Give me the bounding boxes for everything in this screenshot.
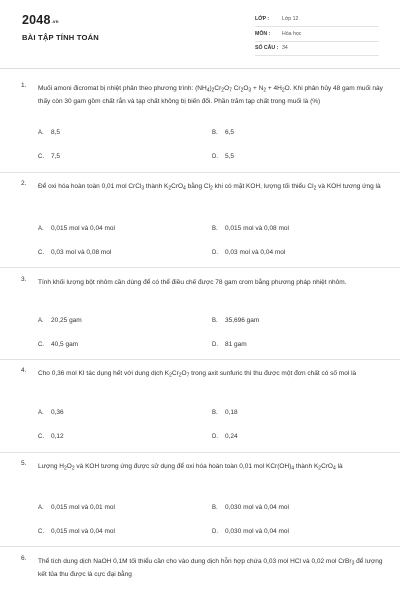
option-letter: C.: [38, 529, 44, 535]
option-d[interactable]: [212, 249, 285, 256]
option-letter: C.: [38, 154, 44, 160]
option-text: 81 gam: [225, 341, 247, 348]
option-text: 0,030 mol và 0,04 mol: [225, 528, 289, 535]
question-number: 3.: [21, 276, 27, 283]
option-text: 0,12: [51, 433, 64, 440]
question-number: 6.: [21, 555, 27, 562]
option-text: 0,015 mol và 0,04 mol: [51, 528, 115, 535]
class-label: LỚP :: [255, 16, 270, 22]
site-logo[interactable]: [22, 13, 59, 27]
option-a[interactable]: [38, 504, 115, 511]
question-number: 1.: [21, 82, 27, 89]
question-text: Muối amoni đicromat bị nhiệt phân theo phương trình: $(NH_4)_2Cr_2O_7$ $Cr_2O_3 + N_2 + 4H_2O$. Khi phân hủy 48 gam muối này thấy còn 30 gam gồm chất rắn và tạp chất không bị biến đổi. Phần trăm tạp chất trong muối là (%): [38, 85, 383, 105]
option-c[interactable]: [38, 153, 60, 160]
subject-label: MÔN :: [255, 31, 271, 37]
option-a[interactable]: [38, 317, 82, 324]
option-letter: D.: [212, 342, 218, 348]
option-letter: A.: [38, 318, 44, 324]
option-text: 0,18: [225, 409, 238, 416]
option-text: 0,36: [51, 409, 64, 416]
option-c[interactable]: [38, 341, 78, 348]
option-letter: D.: [212, 154, 218, 160]
class-field: [255, 14, 379, 27]
option-letter: C.: [38, 250, 44, 256]
question-text: Để oxi hóa hoàn toàn 0,01 mol CrCl$_3$ thành $K_2CrO_4$ bằng $Cl_2$ khi có mặt KOH, lượng tối thiểu $Cl_2$ và KOH tương ứng là: [38, 183, 381, 192]
worksheet-title: BÀI TẬP TÍNH TOÁN: [22, 33, 99, 42]
option-c[interactable]: [38, 249, 111, 256]
option-text: 8,5: [51, 129, 61, 136]
subject-value: Hóa học: [282, 31, 302, 37]
option-a[interactable]: [38, 409, 64, 416]
question-text: Thể tích dung dịch NaOH 0,1M tối thiểu cần cho vào dung dịch hỗn hợp chứa 0,03 mol HCl và 0,02 mol CrBr$_3$ để lượng kết tủa thu được là cực đại bằng: [38, 558, 383, 578]
option-letter: B.: [212, 410, 218, 416]
option-text: 35,696 gam: [225, 317, 260, 324]
option-letter: D.: [212, 529, 218, 535]
question-text: Cho 0,36 mol KI tác dụng hết với dung dịch $K_2Cr_2O_7$ trong axit sunfuric thì thu được một đơn chất có số mol là: [38, 370, 357, 379]
question-count-label: SỐ CÂU :: [255, 45, 279, 51]
question-text: Lượng $H_2O_2$ và KOH tương ứng được sử dụng để oxi hóa hoàn toàn 0,01 mol $KCr(OH)_4$ thành $K_2CrO_4$ là: [38, 463, 343, 472]
option-b[interactable]: [212, 317, 259, 324]
option-letter: C.: [38, 434, 44, 440]
option-d[interactable]: [212, 341, 247, 348]
question-divider: [0, 546, 400, 547]
option-text: 0,015 mol và 0,01 mol: [51, 504, 115, 511]
option-text: 0,030 mol và 0,04 mol: [225, 504, 289, 511]
subject-field: [255, 29, 379, 42]
question-divider: [0, 172, 400, 173]
option-b[interactable]: [212, 129, 234, 136]
option-letter: B.: [212, 318, 218, 324]
option-letter: C.: [38, 342, 44, 348]
option-text: 0,24: [225, 433, 238, 440]
class-value: Lớp 12: [282, 16, 299, 22]
option-c[interactable]: [38, 433, 64, 440]
option-text: 20,25 gam: [51, 317, 82, 324]
option-text: 6,5: [225, 129, 235, 136]
option-letter: B.: [212, 130, 218, 136]
logo-suffix: .vn: [51, 19, 59, 24]
question-divider: [0, 359, 400, 360]
option-text: 40,5 gam: [51, 341, 79, 348]
option-letter: A.: [38, 226, 44, 232]
question-text: Tính khối lượng bột nhôm cần dùng để có thể điều chế được 78 gam crom bằng phương pháp nhiệt nhôm.: [38, 279, 347, 286]
option-letter: A.: [38, 505, 44, 511]
option-text: 0,015 mol và 0,08 mol: [225, 225, 289, 232]
option-letter: D.: [212, 434, 218, 440]
option-letter: A.: [38, 130, 44, 136]
option-a[interactable]: [38, 225, 115, 232]
option-text: 0,03 mol và 0,04 mol: [225, 249, 286, 256]
option-letter: B.: [212, 226, 218, 232]
option-d[interactable]: [212, 433, 238, 440]
option-letter: B.: [212, 505, 218, 511]
option-text: 5,5: [225, 153, 235, 160]
option-c[interactable]: [38, 528, 115, 535]
option-b[interactable]: [212, 225, 289, 232]
option-letter: A.: [38, 410, 44, 416]
option-text: 0,015 mol và 0,04 mol: [51, 225, 115, 232]
option-letter: D.: [212, 250, 218, 256]
question-number: 4.: [21, 367, 27, 374]
option-text: 0,03 mol và 0,08 mol: [51, 249, 112, 256]
option-d[interactable]: [212, 528, 289, 535]
question-number: 2.: [21, 180, 27, 187]
question-divider: [0, 267, 400, 268]
option-b[interactable]: [212, 504, 289, 511]
option-b[interactable]: [212, 409, 238, 416]
question-count-field: [255, 43, 379, 56]
worksheet-header: [0, 0, 400, 74]
option-d[interactable]: [212, 153, 234, 160]
question-number: 5.: [21, 460, 27, 467]
header-divider: [0, 68, 400, 69]
question-count-value: 34: [282, 45, 288, 51]
option-text: 7,5: [51, 153, 61, 160]
logo-text: 2048: [22, 13, 51, 27]
question-divider: [0, 452, 400, 453]
option-a[interactable]: [38, 129, 60, 136]
